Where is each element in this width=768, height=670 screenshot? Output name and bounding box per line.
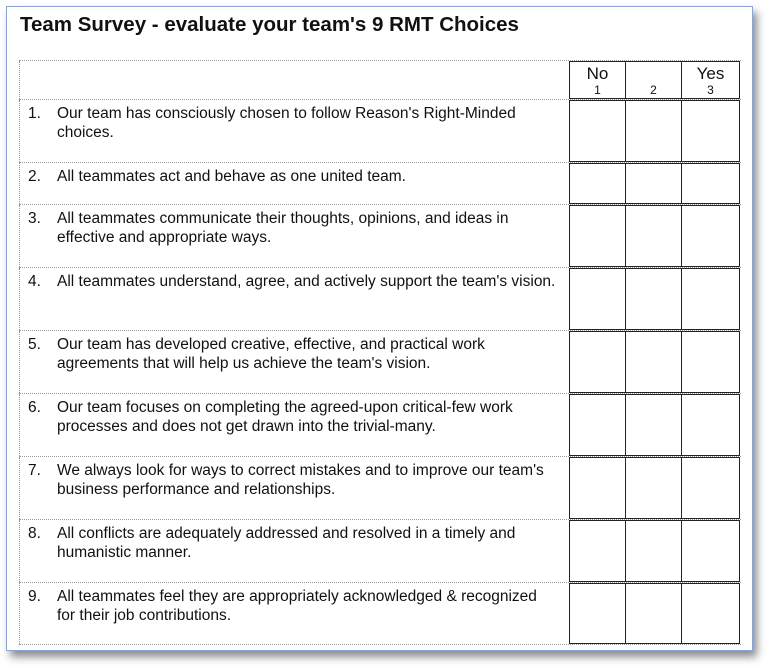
question-text: All teammates feel they are appropriately acknowledged & recognized for their job contributions. (57, 588, 537, 624)
rating-cell-2[interactable] (625, 331, 681, 393)
question-cell (19, 163, 569, 204)
question-text: Our team has consciously chosen to follow Reason's Right-Minded choices. (57, 105, 516, 141)
rating-cell-1[interactable] (569, 268, 625, 330)
rating-cell-3[interactable] (681, 457, 740, 519)
rating-cell-3[interactable] (681, 205, 740, 267)
rating-cell-2[interactable] (625, 100, 681, 162)
question-cell (19, 520, 569, 582)
scale-number: 1 (594, 83, 601, 97)
question-number: 2. (28, 168, 41, 185)
question-cell (19, 457, 569, 519)
question-cell (19, 100, 569, 162)
survey-table (19, 60, 741, 645)
rating-cell-2[interactable] (625, 520, 681, 582)
rating-cell-1[interactable] (569, 583, 625, 644)
question-row (19, 99, 741, 162)
question-cell (19, 268, 569, 330)
rating-cell-1[interactable] (569, 457, 625, 519)
header-col-3 (681, 61, 740, 99)
rating-cell-3[interactable] (681, 394, 740, 456)
rating-cell-1[interactable] (569, 205, 625, 267)
rating-cell-2[interactable] (625, 268, 681, 330)
question-row (19, 267, 741, 330)
question-cell (19, 583, 569, 644)
scale-number: 3 (707, 83, 714, 97)
question-cell (19, 394, 569, 456)
question-row (19, 204, 741, 267)
rating-cell-1[interactable] (569, 163, 625, 204)
question-number: 9. (28, 588, 41, 605)
question-number: 7. (28, 462, 41, 479)
scale-label-no: No (586, 64, 609, 83)
question-text: All teammates understand, agree, and actively support the team's vision. (57, 273, 556, 290)
question-row (19, 162, 741, 204)
header-col-1 (569, 61, 625, 99)
question-cell (19, 205, 569, 267)
question-number: 1. (28, 105, 41, 122)
rating-cell-2[interactable] (625, 205, 681, 267)
question-number: 4. (28, 273, 41, 290)
rating-cell-3[interactable] (681, 268, 740, 330)
rating-cell-1[interactable] (569, 331, 625, 393)
question-number: 5. (28, 336, 41, 353)
scale-label (626, 65, 681, 83)
rating-cell-1[interactable] (569, 394, 625, 456)
rating-cell-2[interactable] (625, 163, 681, 204)
rating-cell-2[interactable] (625, 457, 681, 519)
rating-cell-3[interactable] (681, 100, 740, 162)
header-blank (19, 61, 569, 99)
question-number: 8. (28, 525, 41, 542)
header-row (19, 60, 741, 99)
rating-cell-2[interactable] (625, 394, 681, 456)
scale-label-yes: Yes (696, 64, 725, 83)
question-row (19, 393, 741, 456)
page-title: Team Survey - evaluate your team's 9 RMT Choices (20, 13, 519, 36)
rating-cell-3[interactable] (681, 331, 740, 393)
question-text: Our team focuses on completing the agreed-upon critical-few work processes and does not get drawn into the trivial-many. (57, 399, 513, 435)
rating-cell-2[interactable] (625, 583, 681, 644)
header-col-2 (625, 61, 681, 99)
question-number: 6. (28, 399, 41, 416)
question-row (19, 456, 741, 519)
question-row (19, 330, 741, 393)
question-cell (19, 331, 569, 393)
rating-cell-3[interactable] (681, 583, 740, 644)
rating-cell-3[interactable] (681, 163, 740, 204)
question-text: Our team has developed creative, effective, and practical work agreements that will help us achieve the team's vision. (57, 336, 485, 372)
question-text: All teammates act and behave as one united team. (57, 168, 406, 185)
question-text: We always look for ways to correct mistakes and to improve our team's business performance and relationships. (57, 462, 544, 498)
question-row (19, 582, 741, 645)
rating-cell-3[interactable] (681, 520, 740, 582)
question-text: All conflicts are adequately addressed and resolved in a timely and humanistic manner. (57, 525, 516, 561)
question-text: All teammates communicate their thoughts, opinions, and ideas in effective and appropriate ways. (57, 210, 509, 246)
question-number: 3. (28, 210, 41, 227)
rating-cell-1[interactable] (569, 520, 625, 582)
rating-cell-1[interactable] (569, 100, 625, 162)
scale-number: 2 (650, 83, 657, 97)
question-row (19, 519, 741, 582)
